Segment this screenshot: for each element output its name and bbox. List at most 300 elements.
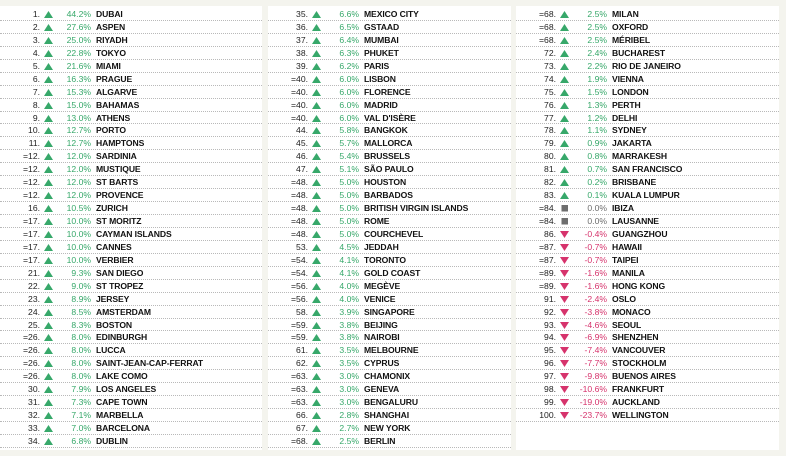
change-value: 6.2% [339,60,359,71]
rank-label: =63. [291,384,308,395]
city-name: PARIS [364,60,390,71]
table-row [516,280,779,293]
city-name: SAN DIEGO [96,267,144,278]
rank-label: 22. [28,280,40,291]
city-name: ST TROPEZ [96,280,144,291]
rank-label: 78. [544,125,556,136]
rank-label: 62. [296,358,308,369]
city-name: SEOUL [612,319,642,330]
triangle-up-icon [44,296,53,303]
table-row [516,150,779,163]
triangle-down-icon [560,270,569,277]
change-value: 3.8% [339,332,359,343]
rank-label: =40. [291,112,308,123]
rank-label: =63. [291,397,308,408]
city-name: SHENZHEN [612,332,659,343]
table-row [0,47,262,60]
table-row [0,267,262,280]
change-value: 10.0% [66,228,91,239]
rank-label: 45. [296,138,308,149]
triangle-up-icon [312,334,321,341]
table-row [0,254,262,267]
rank-label: =89. [539,280,556,291]
rank-label: =84. [539,216,556,226]
city-name: TOKYO [96,47,126,58]
ranking-column-1 [0,6,262,450]
table-row [0,73,262,86]
table-row [516,60,779,73]
rank-label: 21. [28,267,40,278]
rank-label: 25. [28,319,40,330]
change-value: 7.9% [71,384,91,395]
table-row [516,8,779,21]
change-value: -0.7% [584,254,607,265]
rank-label: 96. [544,358,556,369]
city-name: RIO DE JANEIRO [612,60,681,71]
rank-label: =26. [23,345,40,356]
table-row [0,293,262,306]
rank-label: 97. [544,371,556,382]
change-value: 15.0% [66,99,91,110]
rank-label: =84. [539,203,556,214]
table-row [0,34,262,47]
triangle-up-icon [44,89,53,96]
table-row [516,176,779,189]
triangle-up-icon [312,76,321,83]
triangle-up-icon [312,231,321,238]
triangle-up-icon [44,309,53,316]
triangle-up-icon [44,322,53,329]
table-row [268,202,511,215]
table-row [516,357,779,370]
triangle-down-icon [560,399,569,406]
rank-label: 8. [32,99,40,110]
rank-label: 36. [296,21,308,32]
rank-label: 24. [28,306,40,317]
city-name: EDINBURGH [96,332,148,343]
table-row [516,99,779,112]
change-value: -0.7% [584,241,607,252]
square-icon [560,205,569,212]
rank-label: 39. [296,60,308,71]
change-value: 27.6% [66,21,91,32]
triangle-up-icon [44,386,53,393]
rank-label: 95. [544,345,556,356]
triangle-up-icon [560,166,569,173]
triangle-up-icon [44,270,53,277]
triangle-up-icon [560,11,569,18]
triangle-up-icon [312,412,321,419]
change-value: -7.7% [584,358,607,369]
triangle-up-icon [560,63,569,70]
rank-label: =56. [291,293,308,304]
city-name: HAMPTONS [96,138,145,149]
table-row [268,370,511,383]
city-name: MIAMI [96,60,121,71]
rank-label: 44. [296,125,308,136]
city-name: RIYADH [96,34,128,45]
table-row [0,319,262,332]
change-value: 10.0% [66,216,91,226]
triangle-up-icon [312,309,321,316]
triangle-up-icon [44,153,53,160]
rank-label: =87. [539,241,556,252]
table-row [516,396,779,409]
city-name: TAIPEI [612,254,639,265]
table-row [516,344,779,357]
city-name: PRAGUE [96,73,133,84]
table-row [516,137,779,150]
triangle-up-icon [44,334,53,341]
city-name: MARBELLA [96,410,144,421]
city-name: GSTAAD [364,21,400,32]
city-name: AUCKLAND [612,397,660,408]
triangle-down-icon [560,360,569,367]
city-name: LAUSANNE [612,216,659,226]
triangle-up-icon [44,244,53,251]
city-name: DUBLIN [96,435,128,446]
city-name: GUANGZHOU [612,228,668,239]
table-row [0,422,262,435]
change-value: 3.8% [339,319,359,330]
change-value: 4.1% [339,254,359,265]
table-row [268,112,511,125]
triangle-up-icon [44,127,53,134]
triangle-up-icon [560,115,569,122]
city-name: BRUSSELS [364,151,410,162]
triangle-down-icon [560,412,569,419]
table-row [516,112,779,125]
triangle-up-icon [44,179,53,186]
triangle-up-icon [44,11,53,18]
triangle-up-icon [44,192,53,199]
triangle-up-icon [44,205,53,212]
rank-label: =40. [291,99,308,110]
rank-label: 31. [28,397,40,408]
rank-label: 99. [544,397,556,408]
change-value: 0.8% [587,151,607,162]
rank-label: =63. [291,371,308,382]
change-value: 5.0% [339,203,359,214]
triangle-up-icon [312,205,321,212]
triangle-up-icon [560,102,569,109]
change-value: 6.5% [339,21,359,32]
change-value: -7.4% [584,345,607,356]
triangle-up-icon [312,218,321,225]
change-value: 5.0% [339,216,359,226]
table-row [0,357,262,370]
change-value: 10.0% [66,254,91,265]
city-name: NEW YORK [364,423,411,433]
rank-label: 61. [296,345,308,356]
rank-label: =54. [291,254,308,265]
change-value: 15.3% [66,86,91,97]
change-value: 10.5% [66,203,91,214]
table-row [268,86,511,99]
rank-label: 93. [544,319,556,330]
rank-label: 53. [296,241,308,252]
city-name: CANNES [96,241,132,252]
city-name: GENEVA [364,384,400,395]
change-value: 8.0% [71,371,91,382]
triangle-up-icon [560,153,569,160]
triangle-up-icon [560,76,569,83]
city-name: LISBON [364,73,396,84]
triangle-up-icon [312,399,321,406]
rank-label: =48. [291,228,308,239]
table-row [268,73,511,86]
rank-label: 100. [539,410,556,421]
table-row [268,293,511,306]
triangle-up-icon [44,76,53,83]
table-row [516,331,779,344]
rank-label: =26. [23,358,40,369]
triangle-up-icon [312,179,321,186]
change-value: 22.8% [66,47,91,58]
rank-label: 3. [32,34,40,45]
table-row [268,435,511,448]
triangle-up-icon [312,11,321,18]
triangle-up-icon [312,140,321,147]
change-value: 12.0% [66,164,91,175]
change-value: 0.1% [587,190,607,201]
table-row [268,241,511,254]
triangle-down-icon [560,309,569,316]
ranking-column-2 [268,6,511,450]
change-value: 6.0% [339,73,359,84]
change-value: 6.0% [339,86,359,97]
table-row [516,86,779,99]
city-name: MARRAKESH [612,151,667,162]
table-row [0,124,262,137]
change-value: 12.7% [66,138,91,149]
table-row [0,383,262,396]
city-name: BUCHAREST [612,47,666,58]
rank-label: 66. [296,410,308,421]
table-row [0,280,262,293]
city-name: ST MORITZ [96,216,142,226]
city-name: PHUKET [364,47,399,58]
triangle-up-icon [312,438,321,445]
triangle-up-icon [312,296,321,303]
city-name: NAIROBI [364,332,400,343]
triangle-up-icon [560,37,569,44]
change-value: 3.0% [339,397,359,408]
change-value: 5.0% [339,228,359,239]
triangle-up-icon [44,50,53,57]
table-row [0,409,262,422]
change-value: 0.7% [587,164,607,175]
rank-label: 94. [544,332,556,343]
table-row [268,254,511,267]
change-value: 2.5% [587,34,607,45]
city-name: HAWAII [612,241,642,252]
city-name: PORTO [96,125,126,136]
rank-label: 80. [544,151,556,162]
rank-label: =17. [23,228,40,239]
city-name: LUCCA [96,345,126,356]
rank-label: 7. [32,86,40,97]
city-name: BOSTON [96,319,133,330]
rank-label: 46. [296,151,308,162]
city-name: HOUSTON [364,177,407,188]
city-name: GOLD COAST [364,267,421,278]
table-row [268,47,511,60]
triangle-up-icon [44,24,53,31]
table-row [268,21,511,34]
table-row [0,306,262,319]
table-row [0,8,262,21]
triangle-up-icon [312,37,321,44]
table-row [0,435,262,448]
rank-label: =59. [291,332,308,343]
city-name: ASPEN [96,21,126,32]
change-value: 4.5% [339,241,359,252]
triangle-up-icon [44,63,53,70]
change-value: -4.6% [584,319,607,330]
city-name: MUMBAI [364,34,399,45]
city-name: CHAMONIX [364,371,410,382]
triangle-up-icon [312,360,321,367]
rank-label: 6. [32,73,40,84]
change-value: 8.0% [71,345,91,356]
city-name: SAN FRANCISCO [612,164,683,175]
rank-label: 38. [296,47,308,58]
city-name: MANILA [612,267,645,278]
change-value: 0.9% [587,138,607,149]
table-row [516,267,779,280]
change-value: 12.0% [66,177,91,188]
city-name: MEGÈVE [364,280,401,291]
change-value: 5.0% [339,177,359,188]
city-name: VAL D'ISÈRE [364,112,416,123]
rank-label: =17. [23,241,40,252]
table-row [268,357,511,370]
change-value: 9.3% [71,267,91,278]
table-row [0,344,262,357]
change-value: 8.0% [71,332,91,343]
city-name: STOCKHOLM [612,358,667,369]
change-value: 6.0% [339,99,359,110]
triangle-up-icon [44,37,53,44]
city-name: SHANGHAI [364,410,410,421]
city-name: MONACO [612,306,651,317]
table-row [516,254,779,267]
triangle-up-icon [44,373,53,380]
city-name: MADRID [364,99,398,110]
change-value: 5.0% [339,190,359,201]
rank-label: =89. [539,267,556,278]
triangle-down-icon [560,373,569,380]
triangle-down-icon [560,322,569,329]
rank-label: =40. [291,73,308,84]
rank-label: 72. [544,47,556,58]
triangle-up-icon [312,63,321,70]
city-name: TORONTO [364,254,406,265]
rank-label: =68. [539,9,556,19]
rank-label: 2. [32,21,40,32]
change-value: 8.5% [71,306,91,317]
rank-label: =17. [23,254,40,265]
table-row [0,396,262,409]
triangle-up-icon [44,115,53,122]
city-name: COURCHEVEL [364,228,424,239]
table-row [516,370,779,383]
change-value: 2.8% [339,410,359,421]
rank-label: 47. [296,164,308,175]
table-row [268,176,511,189]
triangle-down-icon [560,347,569,354]
change-value: 8.3% [71,319,91,330]
triangle-up-icon [560,89,569,96]
triangle-up-icon [312,166,321,173]
table-row [268,189,511,202]
change-value: 1.3% [587,99,607,110]
change-value: 9.0% [71,280,91,291]
triangle-up-icon [312,115,321,122]
triangle-up-icon [312,89,321,96]
table-row [516,124,779,137]
city-name: KUALA LUMPUR [612,190,680,201]
city-name: VANCOUVER [612,345,666,356]
city-name: JEDDAH [364,241,399,252]
rank-label: 5. [32,60,40,71]
city-name: VENICE [364,293,396,304]
table-row [516,306,779,319]
triangle-up-icon [312,127,321,134]
table-row [0,189,262,202]
rank-label: 98. [544,384,556,395]
triangle-down-icon [560,296,569,303]
rank-label: =87. [539,254,556,265]
triangle-up-icon [560,24,569,31]
triangle-up-icon [312,270,321,277]
table-row [268,319,511,332]
rank-label: 32. [28,410,40,421]
city-name: LAKE COMO [96,371,148,382]
table-row [516,215,779,228]
change-value: -10.6% [579,384,607,395]
table-row [516,73,779,86]
city-name: ST BARTS [96,177,139,188]
change-value: 6.8% [71,435,91,446]
change-value: 4.1% [339,267,359,278]
change-value: 0.0% [587,216,607,226]
city-name: AMSTERDAM [96,306,151,317]
triangle-up-icon [560,140,569,147]
table-row [516,47,779,60]
rank-label: =56. [291,280,308,291]
triangle-down-icon [560,231,569,238]
table-row [516,202,779,215]
city-name: IBIZA [612,203,634,214]
rank-label: 92. [544,306,556,317]
rank-label: =54. [291,267,308,278]
triangle-up-icon [312,283,321,290]
rank-label: 73. [544,60,556,71]
table-row [268,34,511,47]
change-value: 25.0% [66,34,91,45]
table-row [268,396,511,409]
rank-label: 81. [544,164,556,175]
city-name: MELBOURNE [364,345,419,356]
city-name: BARBADOS [364,190,413,201]
rank-label: 77. [544,112,556,123]
rank-label: =48. [291,216,308,226]
table-row [516,293,779,306]
change-value: 1.9% [587,73,607,84]
table-row [0,202,262,215]
